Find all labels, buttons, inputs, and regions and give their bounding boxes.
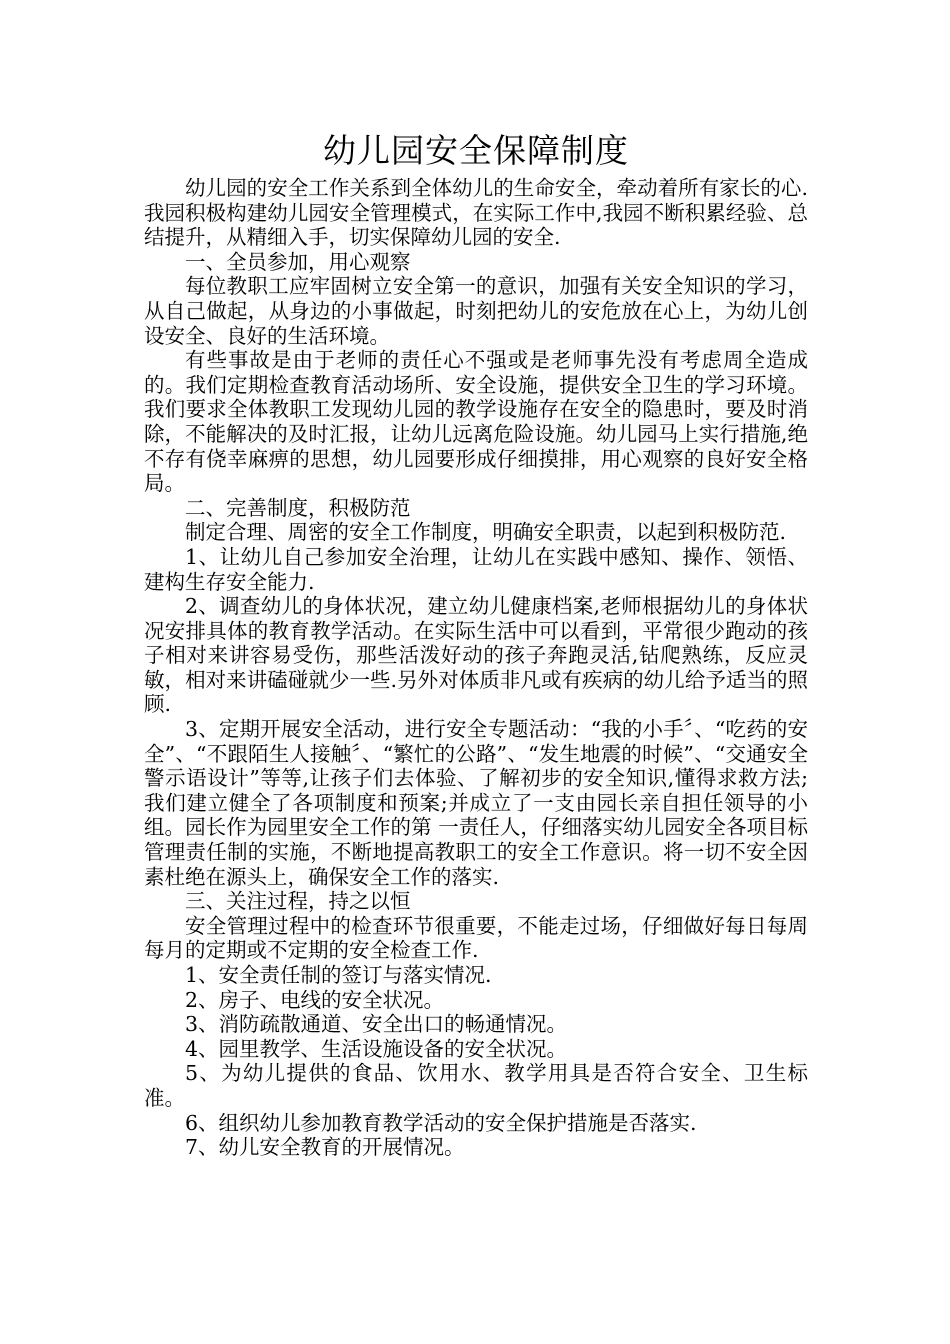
list-item: 3、定期开展安全活动，进行安全专题活动：“我的小手〞、“吃药的安全”、“不跟陌生人接触〞、“繁忙的公路”、“发生地震的时候”、“交通安全警示语设计”等等,让孩子们去体验、了解初步的安全知识,懂得求救方法;我们建立健全了各项制度和预案;并成立了一支由园长亲自担任领导的小组。园长作为园里安全工作的第 一责任人，仔细落实幼儿园安全各项目标管理责任制的实施，不断地提高教职工的安全工作意识。将一切不安全因素杜绝在源头上，确保安全工作的落实.	[144, 717, 808, 889]
list-item: 2、调查幼儿的身体状况，建立幼儿健康档案,老师根据幼儿的身体状况安排具体的教育教学活动。在实际生活中可以看到，平常很少跑动的孩子相对来讲容易受伤，那些活泼好动的孩子奔跑灵活,钻爬熟练，反应灵敏，相对来讲磕碰就少一些.另外对体质非凡或有疾病的幼儿给予适当的照顾.	[144, 594, 808, 717]
list-item: 3、消防疏散通道、安全出口的畅通情况。	[185, 1012, 568, 1037]
body-paragraph: 制定合理、周密的安全工作制度，明确安全职责，以起到积极防范.	[185, 520, 787, 545]
body-paragraph: 安全管理过程中的检查环节很重要，不能走过场，仔细做好每日每周每月的定期或不定期的安全检查工作.	[144, 913, 808, 963]
body-paragraph: 有些事故是由于老师的责任心不强或是老师事先没有考虑周全造成的。我们定期检查教育活动场所、安全设施，提供安全卫生的学习环境。我们要求全体教职工发现幼儿园的教学设施存在安全的隐患时，要及时消除，不能解决的及时汇报，让幼儿远离危险设施。幼儿园马上实行措施,绝不存有侥幸麻痹的思想，幼儿园要形成仔细摸排，用心观察的良好安全格局。	[144, 348, 808, 496]
list-item: 6、组织幼儿参加教育教学活动的安全保护措施是否落实.	[185, 1110, 697, 1135]
section-heading-1: 一、全员参加，用心观察	[185, 249, 411, 274]
document-page	[144, 126, 808, 1160]
list-item: 1、安全责任制的签订与落实情况.	[185, 963, 492, 987]
section-heading-2: 二、完善制度，积极防范	[185, 495, 411, 520]
body-paragraph: 每位教职工应牢固树立安全第一的意识，加强有关安全知识的学习，从自己做起，从身边的小事做起，时刻把幼儿的安危放在心上，为幼儿创设安全、良好的生活环境。	[144, 274, 808, 348]
list-item: 7、幼儿安全教育的开展情况。	[185, 1135, 465, 1160]
document-title: 幼儿园安全保障制度	[323, 131, 629, 170]
list-item: 5、为幼儿提供的食品、饮用水、教学用具是否符合安全、卫生标准。	[144, 1061, 808, 1110]
list-item: 4、园里教学、生活设施设备的安全状况。	[185, 1036, 568, 1061]
list-item: 2、房子、电线的安全状况。	[185, 987, 445, 1012]
section-heading-3: 三、关注过程，持之以恒	[185, 889, 411, 914]
list-item: 1、让幼儿自己参加安全治理，让幼儿在实践中感知、操作、领悟、建构生存安全能力.	[144, 544, 808, 594]
intro-paragraph: 幼儿园的安全工作关系到全体幼儿的生命安全，牵动着所有家长的心.我园积极构建幼儿园安全管理模式，在实际工作中,我园不断积累经验、总结提升，从精细入手，切实保障幼儿园的安全.	[144, 176, 808, 250]
